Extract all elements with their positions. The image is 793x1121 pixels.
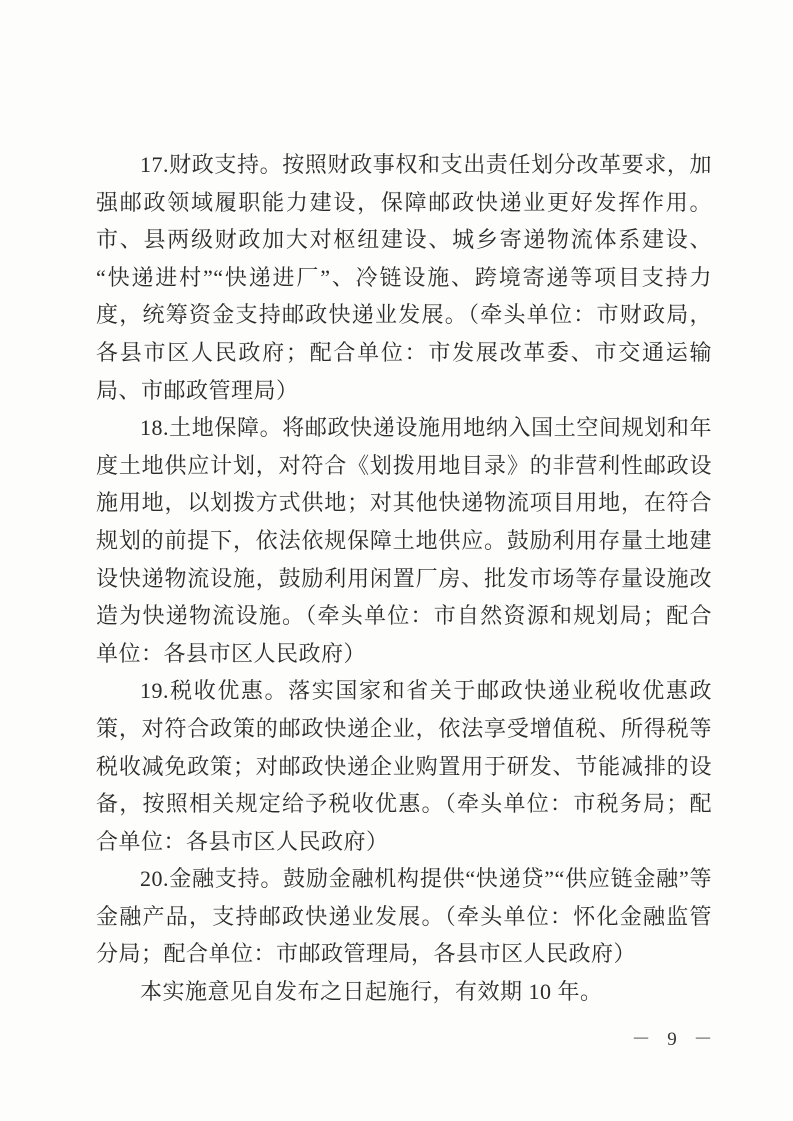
page-number: － 9 － xyxy=(631,1029,719,1050)
paragraph-item-20: 20.金融支持。鼓励金融机构提供“快递贷”“供应链金融”等金融产品，支持邮政快递业发展。（牵头单位：怀化金融监管分局；配合单位：市邮政管理局，各县市区人民政府） xyxy=(96,866,712,967)
paragraph-item-19: 19.税收优惠。落实国家和省关于邮政快递业税收优惠政策，对符合政策的邮政快递企业，依法享受增值税、所得税等税收减免政策；对邮政快递企业购置用于研发、节能减排的设备，按照相关规定给予税收优惠。（牵头单位：市税务局；配合单位：各县市区人民政府） xyxy=(96,678,712,854)
paragraph-closing-line: 本实施意见自发布之日起施行，有效期 10 年。 xyxy=(140,979,603,1005)
paragraph-item-18: 18.土地保障。将邮政快递设施用地纳入国土空间规划和年度土地供应计划，对符合《划拨用地目录》的非营利性邮政设施用地，以划拨方式供地；对其他快递物流项目用地，在符合规划的前提下，依法依规保障土地供应。鼓励利用存量土地建设快递物流设施，鼓励利用闲置厂房、批发市场等存量设施改造为快递物流设施。（牵头单位：市自然资源和规划局；配合单位：各县市区人民政府） xyxy=(96,415,712,666)
paragraph-item-17: 17.财政支持。按照财政事权和支出责任划分改革要求，加强邮政领域履职能力建设，保障邮政快递业更好发挥作用。市、县两级财政加大对枢纽建设、城乡寄递物流体系建设、“快递进村”“快递进厂”、冷链设施、跨境寄递等项目支持力度，统筹资金支持邮政快递业发展。（牵头单位：市财政局，各县市区人民政府；配合单位：市发展改革委、市交通运输局、市邮政管理局） xyxy=(96,152,712,403)
document-body xyxy=(96,146,712,1011)
